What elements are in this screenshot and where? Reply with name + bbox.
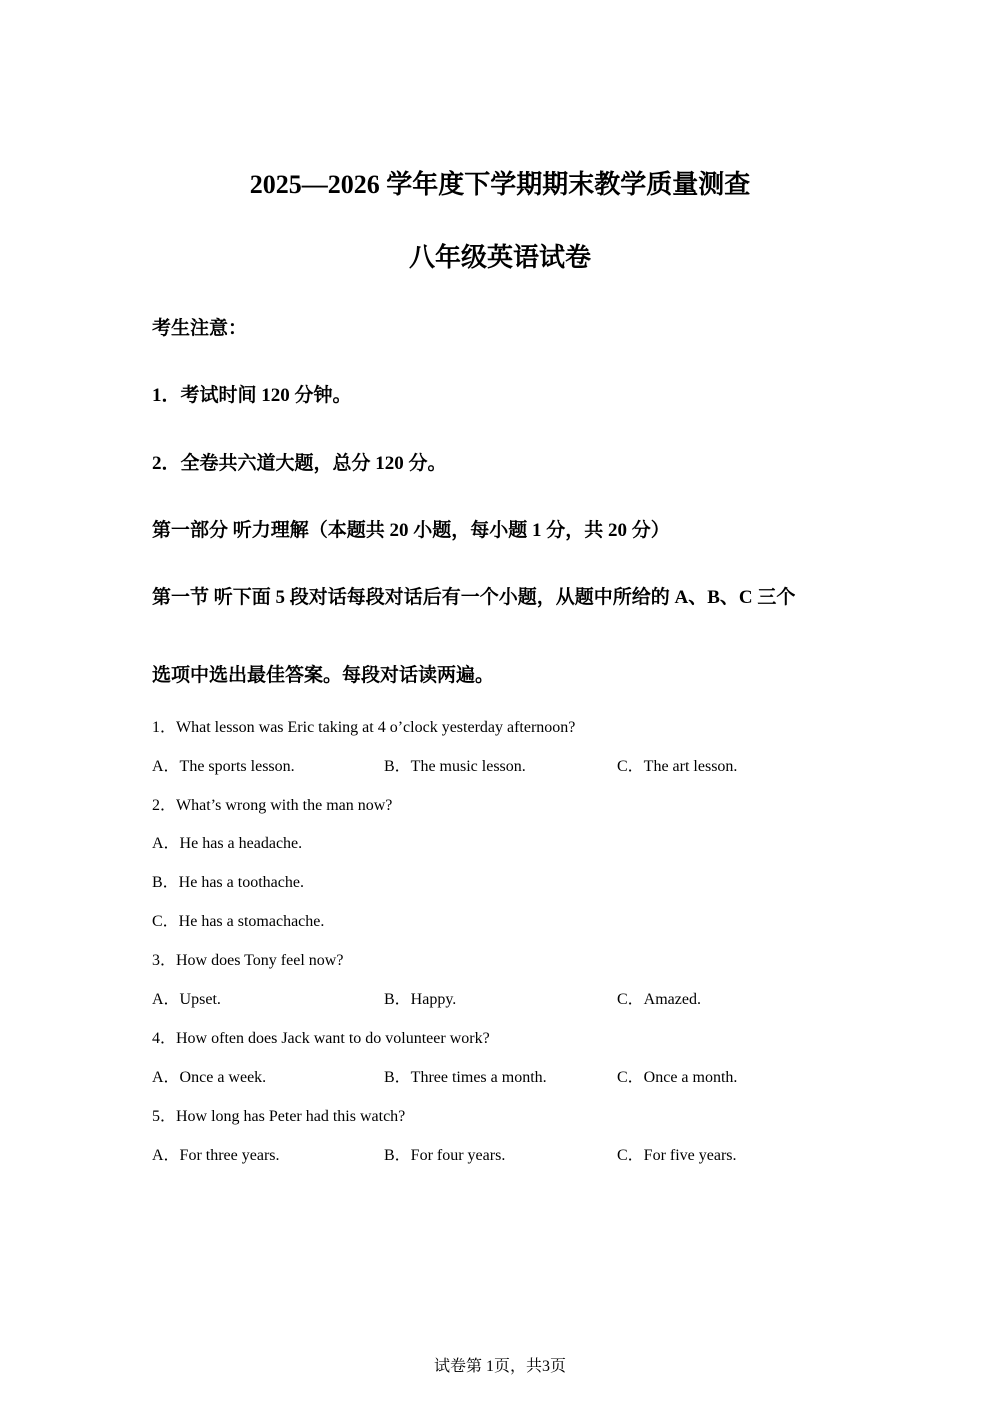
question-4-stem: 4．How often does Jack want to do volunteer work? xyxy=(152,1030,490,1047)
question-2-option-c: C．He has a stomachache. xyxy=(152,913,325,930)
question-1-option-c: C．The art lesson. xyxy=(617,758,738,775)
notice-item-time: 1．考试时间 120 分钟。 xyxy=(152,385,352,406)
question-5-option-c: C．For five years. xyxy=(617,1147,737,1164)
question-1-option-a: A．The sports lesson. xyxy=(152,758,295,775)
question-4-option-b: B．Three times a month. xyxy=(384,1069,547,1086)
question-5-option-b: B．For four years. xyxy=(384,1147,506,1164)
page-footer: 试卷第 1页，共3页 xyxy=(433,1358,566,1375)
part1-heading: 第一部分 听力理解（本题共 20 小题，每小题 1 分，共 20 分） xyxy=(152,520,670,541)
question-4-option-c: C．Once a month. xyxy=(617,1069,738,1086)
question-5-stem: 5．How long has Peter had this watch? xyxy=(152,1108,406,1125)
question-5-option-a: A．For three years. xyxy=(152,1147,280,1164)
question-3-option-a: A．Upset. xyxy=(152,991,221,1008)
question-2-option-b: B．He has a toothache. xyxy=(152,874,304,891)
question-1-option-b: B．The music lesson. xyxy=(384,758,526,775)
exam-title: 2025—2026 学年度下学期期末教学质量测查 xyxy=(249,170,751,199)
section1-instruction-line1: 第一节 听下面 5 段对话每段对话后有一个小题，从题中所给的 A、B、C 三个 xyxy=(152,587,796,608)
question-2-option-a: A．He has a headache. xyxy=(152,835,303,852)
question-4-option-a: A．Once a week. xyxy=(152,1069,267,1086)
question-2-stem: 2．What’s wrong with the man now? xyxy=(152,797,393,814)
question-3-option-c: C．Amazed. xyxy=(617,991,701,1008)
section1-instruction-line2: 选项中选出最佳答案。每段对话读两遍。 xyxy=(152,665,495,686)
exam-subtitle: 八年级英语试卷 xyxy=(408,243,591,272)
question-3-stem: 3．How does Tony feel now? xyxy=(152,952,344,969)
question-3-option-b: B．Happy. xyxy=(384,991,457,1008)
notice-item-score: 2．全卷共六道大题，总分 120 分。 xyxy=(152,453,447,474)
question-1-stem: 1．What lesson was Eric taking at 4 o’clock yesterday afternoon? xyxy=(152,719,576,736)
notice-heading: 考生注意： xyxy=(152,318,248,339)
